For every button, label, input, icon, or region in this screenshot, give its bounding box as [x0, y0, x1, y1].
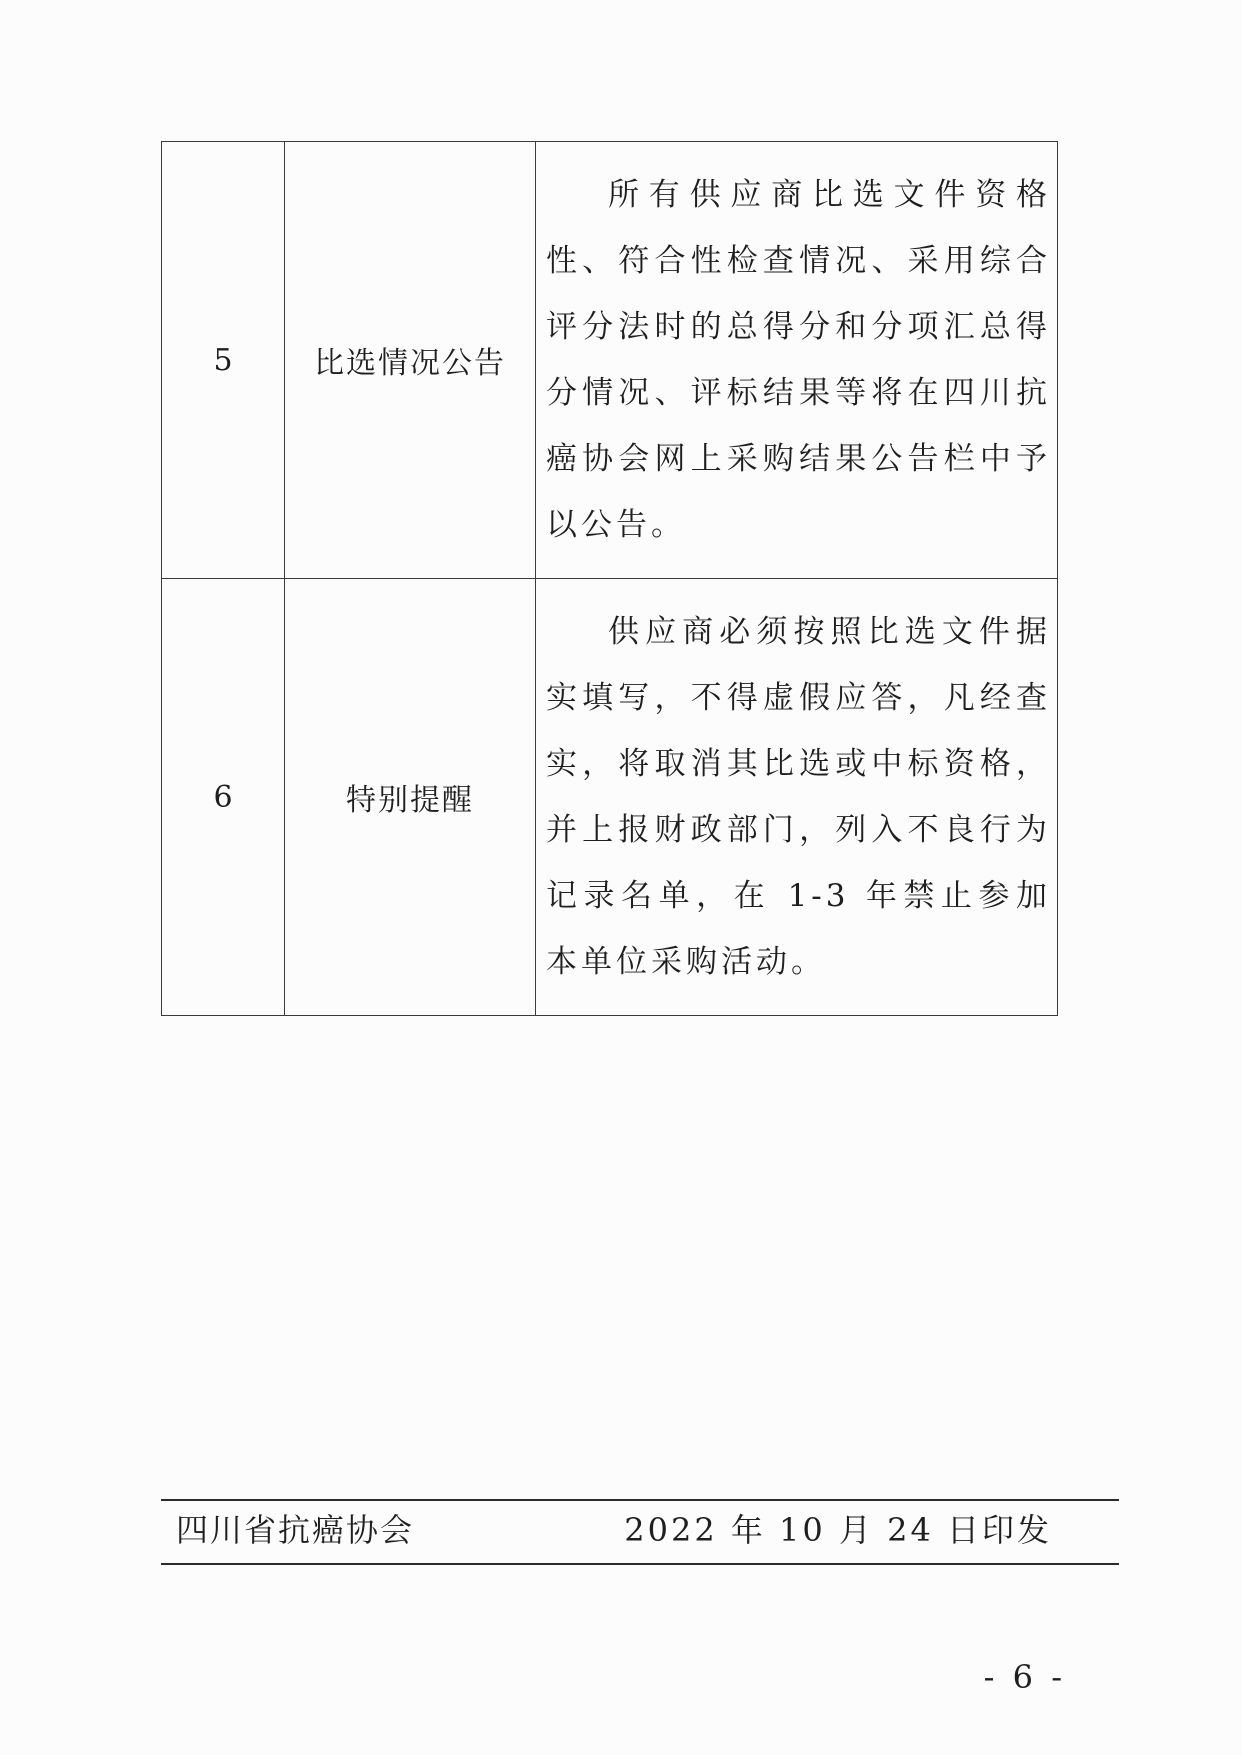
- footer-bottom-rule: [161, 1563, 1119, 1565]
- row-description: [536, 579, 1058, 1016]
- table-row: [162, 142, 1058, 579]
- page-number: - 6 -: [983, 1658, 1066, 1696]
- issue-date: 2022 年 10 月 24 日印发: [624, 1511, 1052, 1549]
- row-number: 5: [162, 142, 285, 579]
- requirements-table: [161, 141, 1058, 1016]
- issuer-name: 四川省抗癌协会: [176, 1511, 415, 1549]
- row-description-text: 供应商必须按照比选文件据实填写，不得虚假应答，凡经查实，将取消其比选或中标资格，并上报财政部门，列入不良行为记录名单，在 1-3 年禁止参加本单位采购活动。: [546, 614, 1051, 980]
- table-row: [162, 579, 1058, 1016]
- row-item: 比选情况公告: [285, 142, 536, 579]
- row-description-text: 所有供应商比选文件资格性、符合性检查情况、采用综合评分法时的总得分和分项汇总得分情况、评标结果等将在四川抗癌协会网上采购结果公告栏中予以公告。: [546, 177, 1051, 543]
- footer-top-rule: [161, 1499, 1119, 1501]
- row-description: [536, 142, 1058, 579]
- row-number: 6: [162, 579, 285, 1016]
- row-item: 特别提醒: [285, 579, 536, 1016]
